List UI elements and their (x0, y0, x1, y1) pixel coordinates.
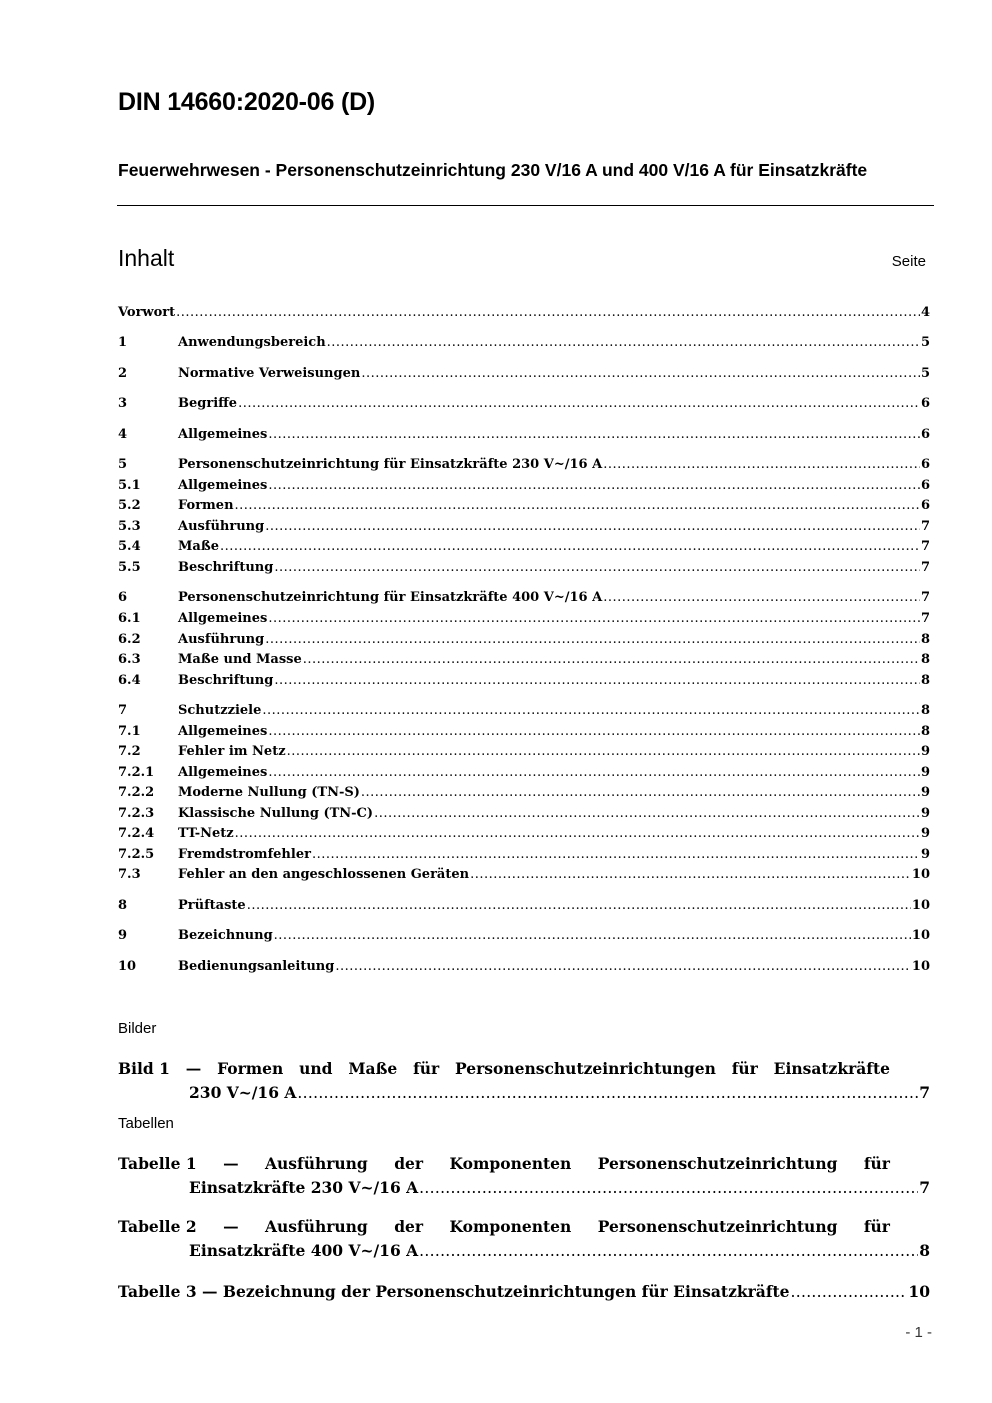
toc-entry-title: Fehler im Netz (178, 744, 286, 759)
toc-entry-number: 5.2 (118, 498, 141, 513)
toc-entry-title: Bedienungsanleitung (178, 959, 335, 974)
dot-leader (312, 845, 920, 865)
toc-entry[interactable] (118, 455, 930, 475)
dot-leader (791, 1280, 908, 1304)
toc-entry-page: 6 (920, 478, 930, 493)
caption-word: Personenschutzeinrichtung (597, 1217, 838, 1236)
dot-leader (176, 303, 920, 323)
toc-entry-page: 7 (920, 539, 930, 554)
toc-entry-page: 8 (920, 632, 930, 647)
toc-entry-number: 5 (118, 457, 128, 472)
toc-entry-page: 9 (920, 785, 930, 800)
toc-entry-title: Moderne Nullung (TN-S) (178, 785, 360, 800)
dot-leader (274, 558, 920, 578)
toc-entry-title: Formen (178, 498, 234, 513)
dot-leader (235, 496, 920, 516)
toc-entry-page: 9 (920, 765, 930, 780)
caption-word: Tabelle 2 (118, 1217, 197, 1236)
toc-entry[interactable] (118, 425, 930, 445)
toc-entry-number: 4 (118, 427, 128, 442)
toc-entry-number: 5.5 (118, 560, 141, 575)
toc-entry[interactable] (118, 701, 930, 721)
figures-label: Bilder (118, 1020, 157, 1037)
toc-entry-number: 9 (118, 928, 128, 943)
caption-word: — (223, 1154, 239, 1173)
caption-word: Ausführung (265, 1154, 368, 1173)
toc-entry[interactable] (118, 763, 930, 783)
caption-line (118, 1239, 930, 1263)
toc-entry[interactable] (118, 957, 930, 977)
toc-entry-page: 6 (920, 427, 930, 442)
toc-entry-title: Maße (178, 539, 219, 554)
toc-entry[interactable] (118, 804, 930, 824)
toc-entry-number: 6 (118, 590, 128, 605)
caption-text: Tabelle 3 — Bezeichnung der Personenschutzeinrichtungen für Einsatzkräfte (118, 1282, 790, 1301)
caption-word: für (863, 1154, 890, 1173)
toc-entry-number: 6.2 (118, 632, 141, 647)
toc-entry-page: 10 (911, 898, 930, 913)
toc-entry-page: 6 (920, 396, 930, 411)
caption-line (118, 1215, 890, 1239)
dot-leader (335, 957, 911, 977)
toc-entry[interactable] (118, 588, 930, 608)
caption-line (118, 1081, 930, 1105)
dot-leader (220, 537, 920, 557)
toc-entry-number: 7.2 (118, 744, 141, 759)
dot-leader (265, 517, 920, 537)
dot-leader (262, 701, 920, 721)
caption-word: für (863, 1217, 890, 1236)
caption-page: 10 (908, 1282, 930, 1301)
toc-entry[interactable] (118, 303, 930, 323)
caption-word: Tabelle 1 (118, 1154, 197, 1173)
toc-entry[interactable] (118, 537, 930, 557)
page-number: - 1 - (905, 1324, 932, 1341)
caption-word: Bild 1 (118, 1059, 170, 1078)
dot-leader (374, 804, 920, 824)
toc-entry[interactable] (118, 671, 930, 691)
dot-leader (361, 783, 920, 803)
toc-entry-page: 6 (920, 498, 930, 513)
caption-word: Komponenten (449, 1154, 572, 1173)
toc-entry-number: 1 (118, 335, 128, 350)
caption-entry[interactable] (118, 1280, 930, 1304)
toc-entry-number: 7 (118, 703, 128, 718)
toc-entry-title: Fehler an den angeschlossenen Geräten (178, 867, 470, 882)
toc-entry-page: 9 (920, 826, 930, 841)
toc-entry-title: Allgemeines (178, 724, 268, 739)
dot-leader (327, 333, 920, 353)
toc-entry-title: Maße und Masse (178, 652, 302, 667)
dot-leader (235, 824, 920, 844)
toc-entry-page: 8 (920, 673, 930, 688)
toc-entry-title: Allgemeines (178, 478, 268, 493)
toc-entry-number: 3 (118, 396, 128, 411)
dot-leader (268, 722, 920, 742)
caption-entry[interactable] (118, 1215, 930, 1263)
toc-entry-page: 5 (920, 366, 930, 381)
toc-entry-number: 10 (118, 959, 137, 974)
toc-entry[interactable] (118, 650, 930, 670)
caption-continuation: Einsatzkräfte 400 V~/16 A (189, 1241, 419, 1260)
toc-entry-page: 9 (920, 744, 930, 759)
toc-entry-page: 8 (920, 703, 930, 718)
toc-entry-page: 10 (911, 867, 930, 882)
caption-word: für (413, 1059, 440, 1078)
dot-leader (603, 455, 920, 475)
dot-leader (265, 630, 920, 650)
toc-entry[interactable] (118, 496, 930, 516)
toc-entry[interactable] (118, 896, 930, 916)
toc-entry-title: Ausführung (178, 632, 265, 647)
dot-leader (297, 1081, 918, 1105)
toc-entry-page: 10 (911, 959, 930, 974)
toc-entry[interactable] (118, 824, 930, 844)
caption-word: der (394, 1217, 424, 1236)
dot-leader (287, 742, 920, 762)
document-title: DIN 14660:2020-06 (D) (118, 88, 376, 116)
toc-entry[interactable] (118, 333, 930, 353)
caption-word: — (223, 1217, 239, 1236)
toc-entry-title: Beschriftung (178, 673, 274, 688)
toc-entry-number: 2 (118, 366, 128, 381)
toc-entry-number: 7.2.3 (118, 806, 155, 821)
toc-entry[interactable] (118, 476, 930, 496)
toc-entry-page: 4 (920, 305, 930, 320)
caption-page: 7 (919, 1178, 930, 1197)
toc-entry-title: Personenschutzeinrichtung für Einsatzkräfte 400 V~/16 A (178, 590, 603, 605)
toc-entry-number: 5.1 (118, 478, 141, 493)
toc-entry[interactable] (118, 630, 930, 650)
toc-entry-number: 5.3 (118, 519, 141, 534)
dot-leader (361, 364, 920, 384)
toc-entry-number: 7.3 (118, 867, 141, 882)
toc-entry[interactable] (118, 742, 930, 762)
dot-leader (268, 609, 920, 629)
toc-entry-page: 7 (920, 519, 930, 534)
caption-word: Komponenten (449, 1217, 572, 1236)
caption-word: der (394, 1154, 424, 1173)
caption-word: und (299, 1059, 333, 1078)
caption-entry[interactable] (118, 1152, 930, 1200)
toc-entry[interactable] (118, 517, 930, 537)
toc-entry[interactable] (118, 364, 930, 384)
toc-entry-title: Beschriftung (178, 560, 274, 575)
caption-word: — (185, 1059, 202, 1078)
caption-continuation: 230 V~/16 A (189, 1083, 297, 1102)
toc-entry-title: Anwendungsbereich (178, 335, 326, 350)
toc-entry-page: 9 (920, 806, 930, 821)
toc-entry-number: 6.3 (118, 652, 141, 667)
document-subtitle: Feuerwehrwesen - Personenschutzeinrichtung 230 V/16 A und 400 V/16 A für Einsatzkräfte (118, 160, 868, 180)
toc-entry[interactable] (118, 722, 930, 742)
toc-entry-page: 7 (920, 590, 930, 605)
toc-entry-number: 6.4 (118, 673, 141, 688)
toc-entry-title: Allgemeines (178, 611, 268, 626)
dot-leader (274, 926, 911, 946)
toc-entry-title: Ausführung (178, 519, 265, 534)
toc-entry-number: 7.2.5 (118, 847, 155, 862)
toc-entry-title: Klassische Nullung (TN-C) (178, 806, 374, 821)
toc-entry-number: 7.2.2 (118, 785, 155, 800)
toc-entry-title: Begriffe (178, 396, 238, 411)
dot-leader (268, 425, 920, 445)
toc-entry[interactable] (118, 865, 930, 885)
toc-entry[interactable] (118, 845, 930, 865)
toc-entry-title: Prüftaste (178, 898, 246, 913)
caption-word: Formen (217, 1059, 284, 1078)
caption-word: für (731, 1059, 758, 1078)
toc-entry-page: 10 (911, 928, 930, 943)
dot-leader (268, 476, 920, 496)
toc-entry-number: 7.2.1 (118, 765, 155, 780)
toc-entry-title: Personenschutzeinrichtung für Einsatzkräfte 230 V~/16 A (178, 457, 603, 472)
toc-entry-title: Allgemeines (178, 427, 268, 442)
caption-continuation: Einsatzkräfte 230 V~/16 A (189, 1178, 419, 1197)
toc-entry-page: 6 (920, 457, 930, 472)
toc-entry[interactable] (118, 783, 930, 803)
dot-leader (303, 650, 920, 670)
toc-entry[interactable] (118, 609, 930, 629)
toc-entry-title: Schutzziele (178, 703, 262, 718)
toc-entry-number: 7.1 (118, 724, 141, 739)
tables-label: Tabellen (118, 1115, 174, 1132)
page-column-label: Seite (891, 253, 926, 270)
dot-leader (238, 394, 920, 414)
caption-word: Personenschutzeinrichtung (597, 1154, 838, 1173)
toc-entry-number: 8 (118, 898, 128, 913)
dot-leader (419, 1239, 918, 1263)
caption-word: Einsatzkräfte (773, 1059, 890, 1078)
caption-page: 7 (919, 1083, 930, 1102)
toc-entry-page: 8 (920, 652, 930, 667)
toc-entry-page: 5 (920, 335, 930, 350)
dot-leader (274, 671, 920, 691)
toc-entry[interactable] (118, 926, 930, 946)
caption-line (118, 1176, 930, 1200)
toc-entry[interactable] (118, 558, 930, 578)
toc-entry-title: Normative Verweisungen (178, 366, 361, 381)
toc-entry-page: 9 (920, 847, 930, 862)
toc-heading: Inhalt (118, 245, 175, 271)
dot-leader (603, 588, 920, 608)
caption-page: 8 (919, 1241, 930, 1260)
caption-line (118, 1280, 930, 1304)
toc-entry-page: 7 (920, 560, 930, 575)
caption-line (118, 1057, 890, 1081)
caption-word: Maße (348, 1059, 398, 1078)
caption-entry[interactable] (118, 1057, 930, 1105)
toc-entry-page: 8 (920, 724, 930, 739)
caption-word: Ausführung (265, 1217, 368, 1236)
toc-entry-number: 6.1 (118, 611, 141, 626)
dot-leader (247, 896, 911, 916)
toc-entry-number: 5.4 (118, 539, 141, 554)
dot-leader (268, 763, 920, 783)
toc-entry-title: Bezeichnung (178, 928, 273, 943)
toc-entry[interactable] (118, 394, 930, 414)
title-divider (117, 205, 934, 206)
caption-line (118, 1152, 890, 1176)
toc-entry-title: TT-Netz (178, 826, 234, 841)
toc-entry-number: 7.2.4 (118, 826, 155, 841)
toc-entry-page: 7 (920, 611, 930, 626)
caption-word: Personenschutzeinrichtungen (455, 1059, 716, 1078)
dot-leader (470, 865, 911, 885)
dot-leader (419, 1176, 918, 1200)
toc-entry-title: Allgemeines (178, 765, 268, 780)
toc-entry-title: Fremdstromfehler (178, 847, 311, 862)
toc-entry-title: Vorwort (118, 305, 176, 320)
